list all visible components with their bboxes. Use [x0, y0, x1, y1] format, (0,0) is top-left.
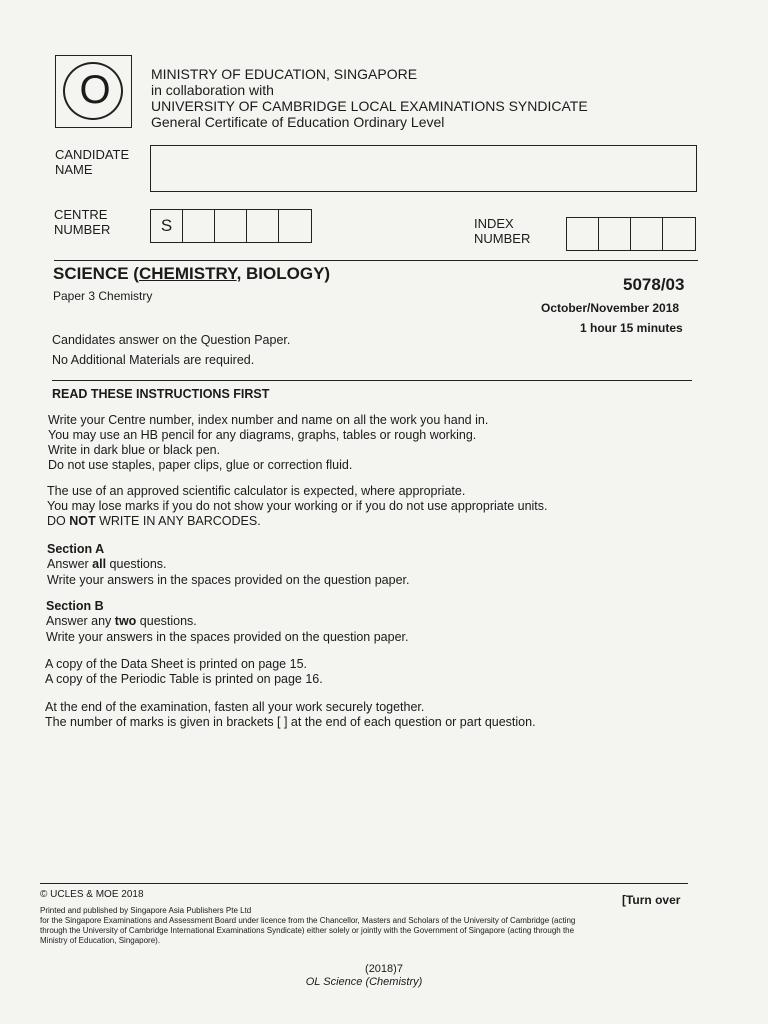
exam-duration: 1 hour 15 minutes — [580, 321, 683, 335]
paper-subtitle: Paper 3 Chemistry — [53, 289, 153, 303]
candidate-label-1: CANDIDATE — [55, 147, 130, 162]
section-b-heading: Section B — [46, 599, 104, 613]
logo-ring — [63, 62, 123, 120]
divider — [54, 260, 698, 261]
paper-code: 5078/03 — [623, 275, 685, 294]
publisher-line: Ministry of Education, Singapore). — [40, 936, 161, 945]
instruction-line: A copy of the Data Sheet is printed on page 15. — [45, 657, 307, 671]
section-a-line-2: Write your answers in the spaces provided on the question paper. — [47, 573, 410, 587]
index-digit-cell[interactable] — [663, 218, 695, 250]
reference-code: (2018)7 — [365, 963, 403, 975]
centre-digit-cell[interactable] — [247, 210, 279, 242]
index-number-field[interactable] — [566, 217, 696, 251]
publisher-line: for the Singapore Examinations and Assessment Board under licence from the Chancellor, Masters and Scholars of the University of Cambridge (acting — [40, 916, 576, 925]
index-digit-cell[interactable] — [599, 218, 631, 250]
section-a-heading: Section A — [47, 542, 105, 556]
instructions-para-2 — [47, 484, 548, 529]
turn-over: [Turn over — [622, 893, 681, 907]
centre-digit-cell[interactable] — [215, 210, 247, 242]
publisher-line: Printed and published by Singapore Asia Publishers Pte Ltd — [40, 906, 252, 915]
centre-digit-cell[interactable] — [279, 210, 311, 242]
section-b-line-1: Answer any two questions. — [46, 614, 197, 628]
logo-letter: O — [79, 68, 111, 112]
exam-session: October/November 2018 — [541, 301, 680, 315]
candidate-label-2: NAME — [55, 162, 93, 177]
instruction-line: The number of marks is given in brackets [ ] at the end of each question or part question. — [45, 715, 536, 729]
index-digit-cell[interactable] — [631, 218, 663, 250]
section-b-line-2: Write your answers in the spaces provided on the question paper. — [46, 630, 409, 644]
course-name: OL Science (Chemistry) — [305, 976, 423, 988]
centre-label-2: NUMBER — [54, 222, 111, 237]
footer-divider — [40, 883, 688, 884]
certificate-line: General Certificate of Education Ordinary Level — [151, 114, 445, 130]
divider — [52, 380, 692, 381]
centre-number-field[interactable] — [150, 209, 312, 243]
publisher-note — [40, 906, 575, 946]
paper-title: SCIENCE (CHEMISTRY, BIOLOGY) — [53, 264, 331, 283]
index-label-1: INDEX — [474, 216, 514, 231]
answer-note: Candidates answer on the Question Paper. — [52, 333, 291, 347]
instruction-line: You may use an HB pencil for any diagrams, graphs, tables or rough working. — [48, 428, 477, 442]
syndicate-line: UNIVERSITY OF CAMBRIDGE LOCAL EXAMINATIONS SYNDICATE — [151, 98, 588, 114]
instruction-line: Write in dark blue or black pen. — [48, 443, 221, 457]
instructions-para-4 — [45, 700, 536, 730]
instruction-line: Do not use staples, paper clips, glue or correction fluid. — [48, 458, 353, 472]
copyright: © UCLES & MOE 2018 — [40, 889, 144, 900]
centre-prefix-cell: S — [151, 210, 183, 242]
centre-digit-cell[interactable] — [183, 210, 215, 242]
centre-label-1: CENTRE — [54, 207, 108, 222]
instruction-line: Write your Centre number, index number and name on all the work you hand in. — [48, 413, 489, 427]
section-a-line-1: Answer all questions. — [47, 557, 167, 571]
instructions-para-3 — [45, 657, 323, 687]
collaboration-line: in collaboration with — [151, 82, 274, 98]
materials-note: No Additional Materials are required. — [52, 353, 255, 367]
ministry-line: MINISTRY OF EDUCATION, SINGAPORE — [151, 66, 418, 82]
candidate-name-field[interactable] — [150, 145, 697, 192]
instruction-line: A copy of the Periodic Table is printed on page 16. — [45, 672, 323, 686]
o-level-logo — [55, 55, 132, 128]
instruction-line: At the end of the examination, fasten all your work securely together. — [45, 700, 425, 714]
instruction-line: The use of an approved scientific calculator is expected, where appropriate. — [47, 484, 466, 498]
index-digit-cell[interactable] — [567, 218, 599, 250]
instruction-line: DO NOT WRITE IN ANY BARCODES. — [47, 514, 261, 528]
instructions-heading: READ THESE INSTRUCTIONS FIRST — [52, 387, 270, 401]
publisher-line: through the University of Cambridge International Examinations Syndicate) either solely or jointly with the Government of Singapore (acting through the — [40, 926, 575, 935]
instruction-line: You may lose marks if you do not show your working or if you do not use appropriate units. — [47, 499, 548, 513]
instructions-para-1 — [48, 413, 488, 473]
index-label-2: NUMBER — [474, 231, 531, 246]
